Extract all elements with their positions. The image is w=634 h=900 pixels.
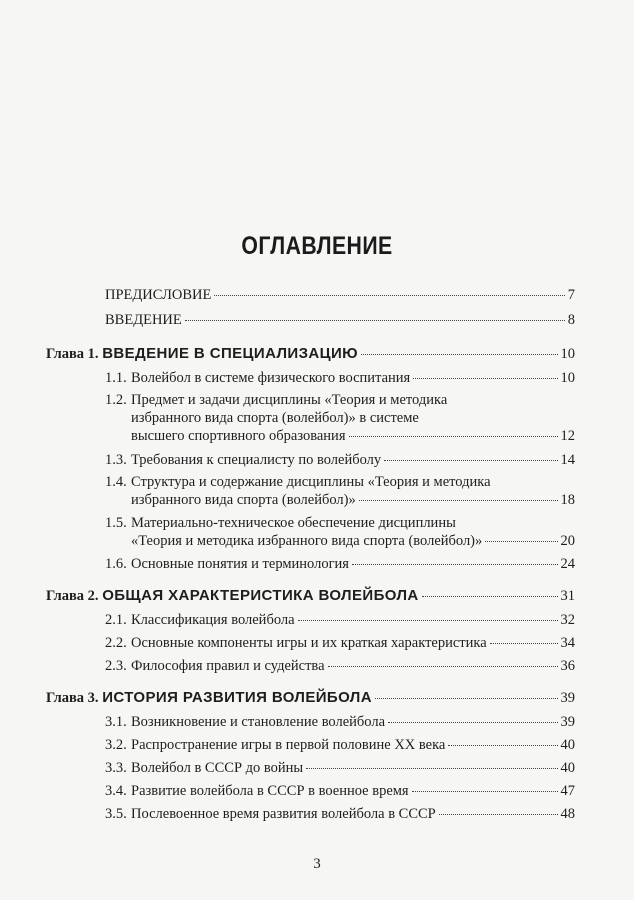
leader-dots [328,666,558,667]
chapter-label: Глава 3. [46,690,99,706]
section-number: 1.4. [105,474,127,490]
entry-label: ПРЕДИСЛОВИЕ [105,287,212,303]
toc-section-3-2[interactable] [105,736,575,754]
leader-dots [485,541,557,542]
leader-dots [375,698,558,699]
section-title: Требования к специалисту по волейболу [131,452,382,468]
leader-dots [439,814,558,815]
section-title: Структура и содержание дисциплины «Теория и методика [131,474,491,490]
toc-section-1-6[interactable] [105,555,575,573]
toc-title: ОГЛАВЛЕНИЕ [241,232,393,260]
toc-section-1-4-line1[interactable] [105,473,491,491]
toc-section-1-2-line1[interactable] [105,391,447,409]
leader-dots [490,643,558,644]
toc-section-1-5-line1[interactable] [105,514,456,532]
toc-section-1-3[interactable] [105,451,575,469]
leader-dots [361,354,557,355]
section-number: 2.2. [105,635,127,651]
section-page: 20 [560,533,575,549]
toc-section-3-1[interactable] [105,713,575,731]
entry-page: 8 [567,312,575,328]
section-number: 1.3. [105,452,127,468]
section-title: высшего спортивного образования [131,428,346,444]
section-page: 24 [560,556,575,572]
chapter-page: 39 [560,690,575,706]
section-title: Философия правил и судейства [131,658,325,674]
section-number: 1.2. [105,392,127,408]
leader-dots [448,745,557,746]
section-title: Материально-техническое обеспечение дисциплины [131,515,456,531]
section-title: избранного вида спорта (волейбол)» [131,492,356,508]
toc-section-3-3[interactable] [105,759,575,777]
section-page: 34 [560,635,575,651]
section-number: 3.1. [105,714,127,730]
toc-section-3-5[interactable] [105,805,575,823]
chapter-page: 31 [560,588,575,604]
section-title: Распространение игры в первой половине XX века [131,737,446,753]
leader-dots [359,500,558,501]
section-number: 3.4. [105,783,127,799]
toc-chapter-2[interactable] [46,587,575,605]
leader-dots [352,564,558,565]
section-number: 2.3. [105,658,127,674]
toc-chapter-1[interactable] [46,345,575,363]
toc-entry-introduction[interactable] [105,311,575,329]
leader-dots [384,460,557,461]
section-page: 39 [560,714,575,730]
section-page: 47 [560,783,575,799]
toc-section-1-4-line2[interactable] [131,491,575,509]
leader-dots [214,295,564,296]
entry-page: 7 [567,287,575,303]
section-number: 1.6. [105,556,127,572]
leader-dots [306,768,557,769]
toc-section-3-4[interactable] [105,782,575,800]
chapter-label: Глава 1. [46,346,99,362]
section-title: Основные компоненты игры и их краткая характеристика [131,635,487,651]
section-page: 12 [560,428,575,444]
section-page: 48 [560,806,575,822]
leader-dots [412,791,558,792]
leader-dots [185,320,565,321]
leader-dots [349,436,558,437]
chapter-title: ОБЩАЯ ХАРАКТЕРИСТИКА ВОЛЕЙБОЛА [102,587,419,604]
toc-section-1-5-line2[interactable] [131,532,575,550]
section-page: 40 [560,737,575,753]
toc-section-1-1[interactable] [105,369,575,387]
leader-dots [413,378,557,379]
section-number: 2.1. [105,612,127,628]
section-page: 10 [560,370,575,386]
toc-section-1-2-line2: избранного вида спорта (волейбол)» в системе [131,410,419,426]
section-page: 18 [560,492,575,508]
section-title: Возникновение и становление волейбола [131,714,386,730]
toc-section-1-2-line3[interactable] [131,427,575,445]
chapter-label: Глава 2. [46,588,99,604]
toc-section-2-2[interactable] [105,634,575,652]
leader-dots [388,722,557,723]
section-number: 3.2. [105,737,127,753]
page-number: 3 [313,856,321,872]
toc-entry-preface[interactable] [105,286,575,304]
chapter-title: ВВЕДЕНИЕ В СПЕЦИАЛИЗАЦИЮ [102,345,359,362]
entry-label: ВВЕДЕНИЕ [105,312,182,328]
section-title: Развитие волейбола в СССР в военное время [131,783,409,799]
section-title: Волейбол в СССР до войны [131,760,304,776]
toc-section-2-1[interactable] [105,611,575,629]
toc-chapter-3[interactable] [46,689,575,707]
section-page: 36 [560,658,575,674]
section-number: 3.5. [105,806,127,822]
chapter-title: ИСТОРИЯ РАЗВИТИЯ ВОЛЕЙБОЛА [102,689,372,706]
section-page: 40 [560,760,575,776]
section-number: 1.1. [105,370,127,386]
section-title: Волейбол в системе физического воспитания [131,370,411,386]
section-number: 3.3. [105,760,127,776]
toc-section-2-3[interactable] [105,657,575,675]
chapter-page: 10 [560,346,575,362]
section-page: 32 [560,612,575,628]
section-title: Предмет и задачи дисциплины «Теория и методика [131,392,448,408]
leader-dots [298,620,558,621]
leader-dots [422,596,558,597]
section-title: Классификация волейбола [131,612,295,628]
section-title: Основные понятия и терминология [131,556,349,572]
section-title: «Теория и методика избранного вида спорта (волейбол)» [131,533,483,549]
section-title: Послевоенное время развития волейбола в СССР [131,806,436,822]
section-number: 1.5. [105,515,127,531]
section-page: 14 [560,452,575,468]
